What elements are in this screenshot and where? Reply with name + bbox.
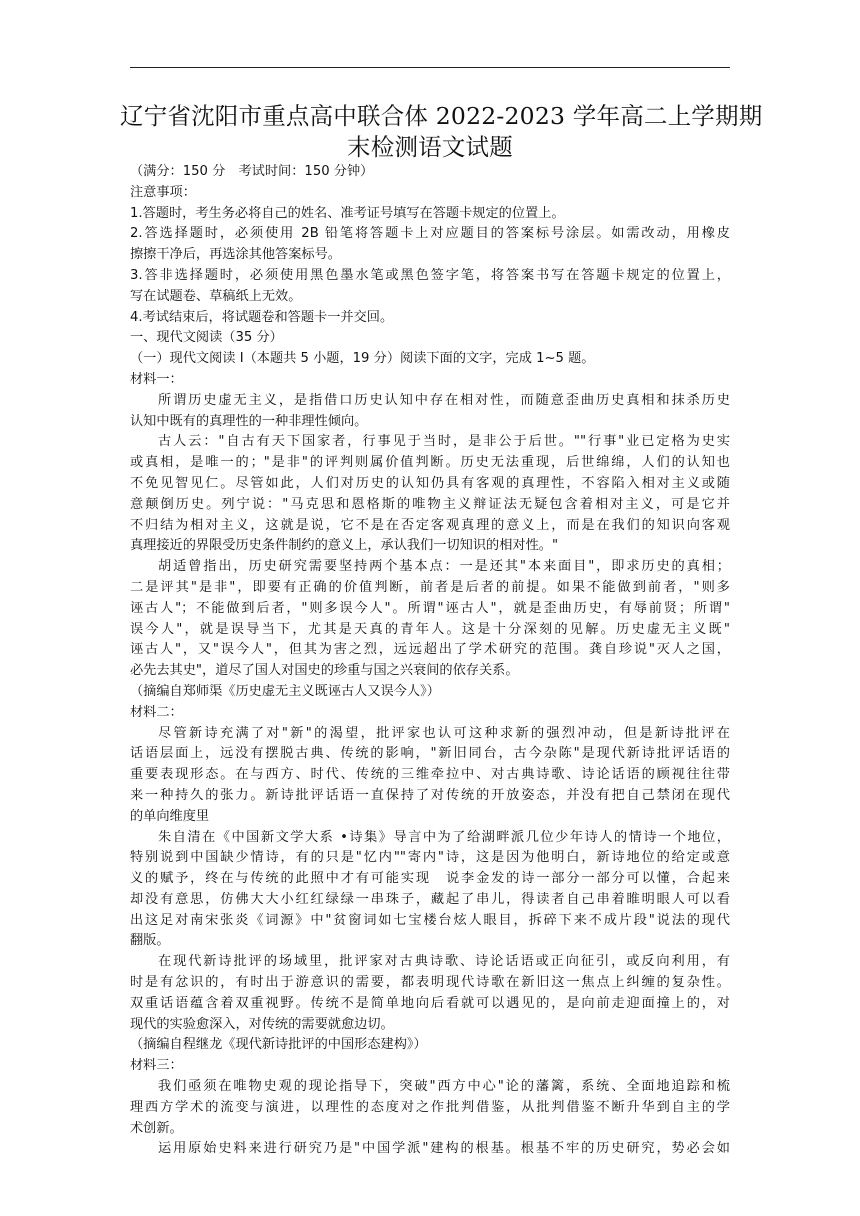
text-line: 义的赋予，终在与传统的此照中才有可能实现 说李金发的诗一部分一部分可以懂，合起来 — [130, 871, 730, 887]
text-line: 时是有忿识的，有时出于游意识的需要，都表明现代诗歌在新旧这一焦点上纠缠的复杂性。 — [130, 975, 730, 991]
text-line: 所谓历史虚无主义，是指借口历史认知中存在相对性，而随意歪曲历史真相和抹杀历史 — [158, 392, 730, 408]
text-line: 重要表现形态。在与西方、时代、传统的三维牵拉中、对古典诗歌、诗论话语的顾视往往带 — [130, 767, 730, 783]
text-line: 真理接近的界限受历史条件制约的意义上，承认我们一切知识的相对性。" — [130, 538, 559, 554]
text-line: （一）现代文阅读 I（本题共 5 小题，19 分）阅读下面的文字，完成 1~5 题。 — [130, 351, 595, 367]
text-line: 古人云："自古有天下国家者，行事见于当时，是非公于后世。""行事"业已定格为史实 — [158, 434, 730, 450]
text-line: 尽管新诗充满了对"新"的渴望，批评家也认可这种求新的强烈冲动，但是新诗批评在 — [158, 725, 730, 741]
text-line: 理西方学术的流变与演进，以理性的态度对之作批判借鉴，从批判借鉴不断升华到自主的学 — [130, 1099, 730, 1115]
text-line: 诬古人"，又"误今人"，但其为害之烈，远远超出了学术研究的范围。龚自珍说"灭人之国， — [130, 642, 730, 658]
text-line: 却没有意思，仿佛大大小红红绿绿一串珠子，藏起了串儿，得读者自己串着睢明眼人可以看 — [130, 891, 730, 907]
text-line: 擦擦干净后，再选涂其他答案标号。 — [130, 247, 341, 263]
text-line: 3.答非选择题时，必须使用黑色墨水笔或黑色签字笔，将答案书写在答题卡规定的位置上， — [130, 267, 730, 283]
text-line: 或真相，是唯一的；"是非"的评判则属价值判断。历史无法重现，后世绵绵，人们的认知也 — [130, 455, 730, 471]
text-line: 不归结为相对主义，这就是说，它不是在否定客观真理的意义上，而是在我们的知识向客观 — [130, 517, 730, 533]
text-line: 2.答选择题时，必须使用 2B 铅笔将答题卡上对应题目的答案标号涂层。如需改动，用橡皮 — [130, 226, 730, 242]
text-line: 认知中既有的真理性的一种非理性倾向。 — [130, 413, 368, 429]
text-line: 一、现代文阅读（35 分） — [130, 330, 283, 346]
text-line: 我们亟须在唯物史观的现论指导下，突破"西方中心"论的藩篱，系统、全面地追踪和梳 — [158, 1079, 730, 1095]
text-line: 写在试题卷、草稿纸上无效。 — [130, 288, 302, 304]
text-line: 二是评其"是非"，即要有正确的价值判断，前者是后者的前提。如果不能做到前者，"则多 — [130, 579, 730, 595]
text-line: 术创新。 — [130, 1120, 183, 1136]
text-line: （满分：150 分 考试时间：150 分钟） — [130, 164, 374, 179]
text-line: 误今人"，就是误导当下，尤其是天真的青年人。这是十分深刻的见解。历史虚无主义既" — [130, 621, 730, 637]
document-body — [130, 162, 730, 1160]
text-line: （摘编自程继龙《现代新诗批评的中国形态建构》） — [130, 1037, 427, 1053]
text-line: 1.答题时，考生务必将自己的姓名、准考证号填写在答题卡规定的位置上。 — [130, 205, 565, 221]
text-line: 在现代新诗批评的场域里，批评家对古典诗歌、诗论话语或正向征引，或反向利用，有 — [158, 954, 730, 970]
document-title — [120, 101, 763, 163]
text-line: 胡适曾指出，历史研究需要坚持两个基本点：一是还其"本来面目"，即求历史的真相； — [158, 559, 730, 575]
text-line: 朱自清在《中国新文学大系 •诗集》导言中为了给湖畔派几位少年诗人的情诗一个地位， — [158, 829, 730, 845]
text-line: 不免见智见仁。尽管如此，人们对历史的认知仍具有客观的真理性，不容陷入相对主义或随 — [130, 475, 730, 491]
text-line: 材料二： — [130, 704, 183, 720]
text-line: 材料一： — [130, 371, 183, 387]
text-line: 现代的实验愈深入，对传统的需要就愈边切。 — [130, 1016, 394, 1032]
text-line: 运用原始史料来进行研究乃是"中国学派"建构的根基。根基不牢的历史研究，势必会如 — [158, 1141, 730, 1157]
title-line-1: 辽宁省沈阳市重点高中联合体 2022-2023 学年高二上学期期 — [120, 102, 763, 130]
text-line: 来一种持久的张力。新诗批评话语一直保持了对传统的开放姿态，并没有把自己禁闭在现代 — [130, 787, 730, 803]
text-line: 诬古人"；不能做到后者，"则多误今人"。所谓"诬古人"，就是歪曲历史，有辱前贤；所谓" — [130, 600, 730, 616]
text-line: 必先去其史"，道尽了国人对国史的珍重与国之兴衰间的依存关系。 — [130, 663, 519, 679]
text-line: 翻版。 — [130, 933, 170, 949]
text-line: 特别说到中国缺少情诗，有的只是"忆内""寄内"诗，这是因为他明白，新诗地位的给定或意 — [130, 850, 730, 866]
text-line: （摘编自郑师渠《历史虚无主义既诬古人又误今人》） — [130, 683, 440, 699]
title-line-2: 末检测语文试题 — [347, 133, 513, 161]
text-line: 双重话语蕴含着双重视野。传统不是简单地向后看就可以遇见的，是向前走迎面撞上的，对 — [130, 995, 730, 1011]
text-line: 材料三： — [130, 1058, 183, 1074]
text-line: 出这足对南宋张炎《词源》中"贫窗词如七宝楼台炫人眼目，拆碎下来不成片段"说法的现代 — [130, 912, 730, 928]
header-rule — [130, 67, 730, 68]
text-line: 话语层面上，远没有摆脱古典、传统的影响，"新旧同台，古今杂陈"是现代新诗批评话语的 — [130, 746, 730, 762]
text-line: 注意事项： — [130, 184, 196, 200]
text-line: 的单向维度里 — [130, 808, 210, 824]
text-line: 4.考试结束后，将试题卷和答题卡一并交回。 — [130, 309, 394, 325]
text-line: 意颠倒历史。列宁说："马克思和恩格斯的唯物主义辩证法无疑包含着相对主义，可是它并 — [130, 496, 730, 512]
